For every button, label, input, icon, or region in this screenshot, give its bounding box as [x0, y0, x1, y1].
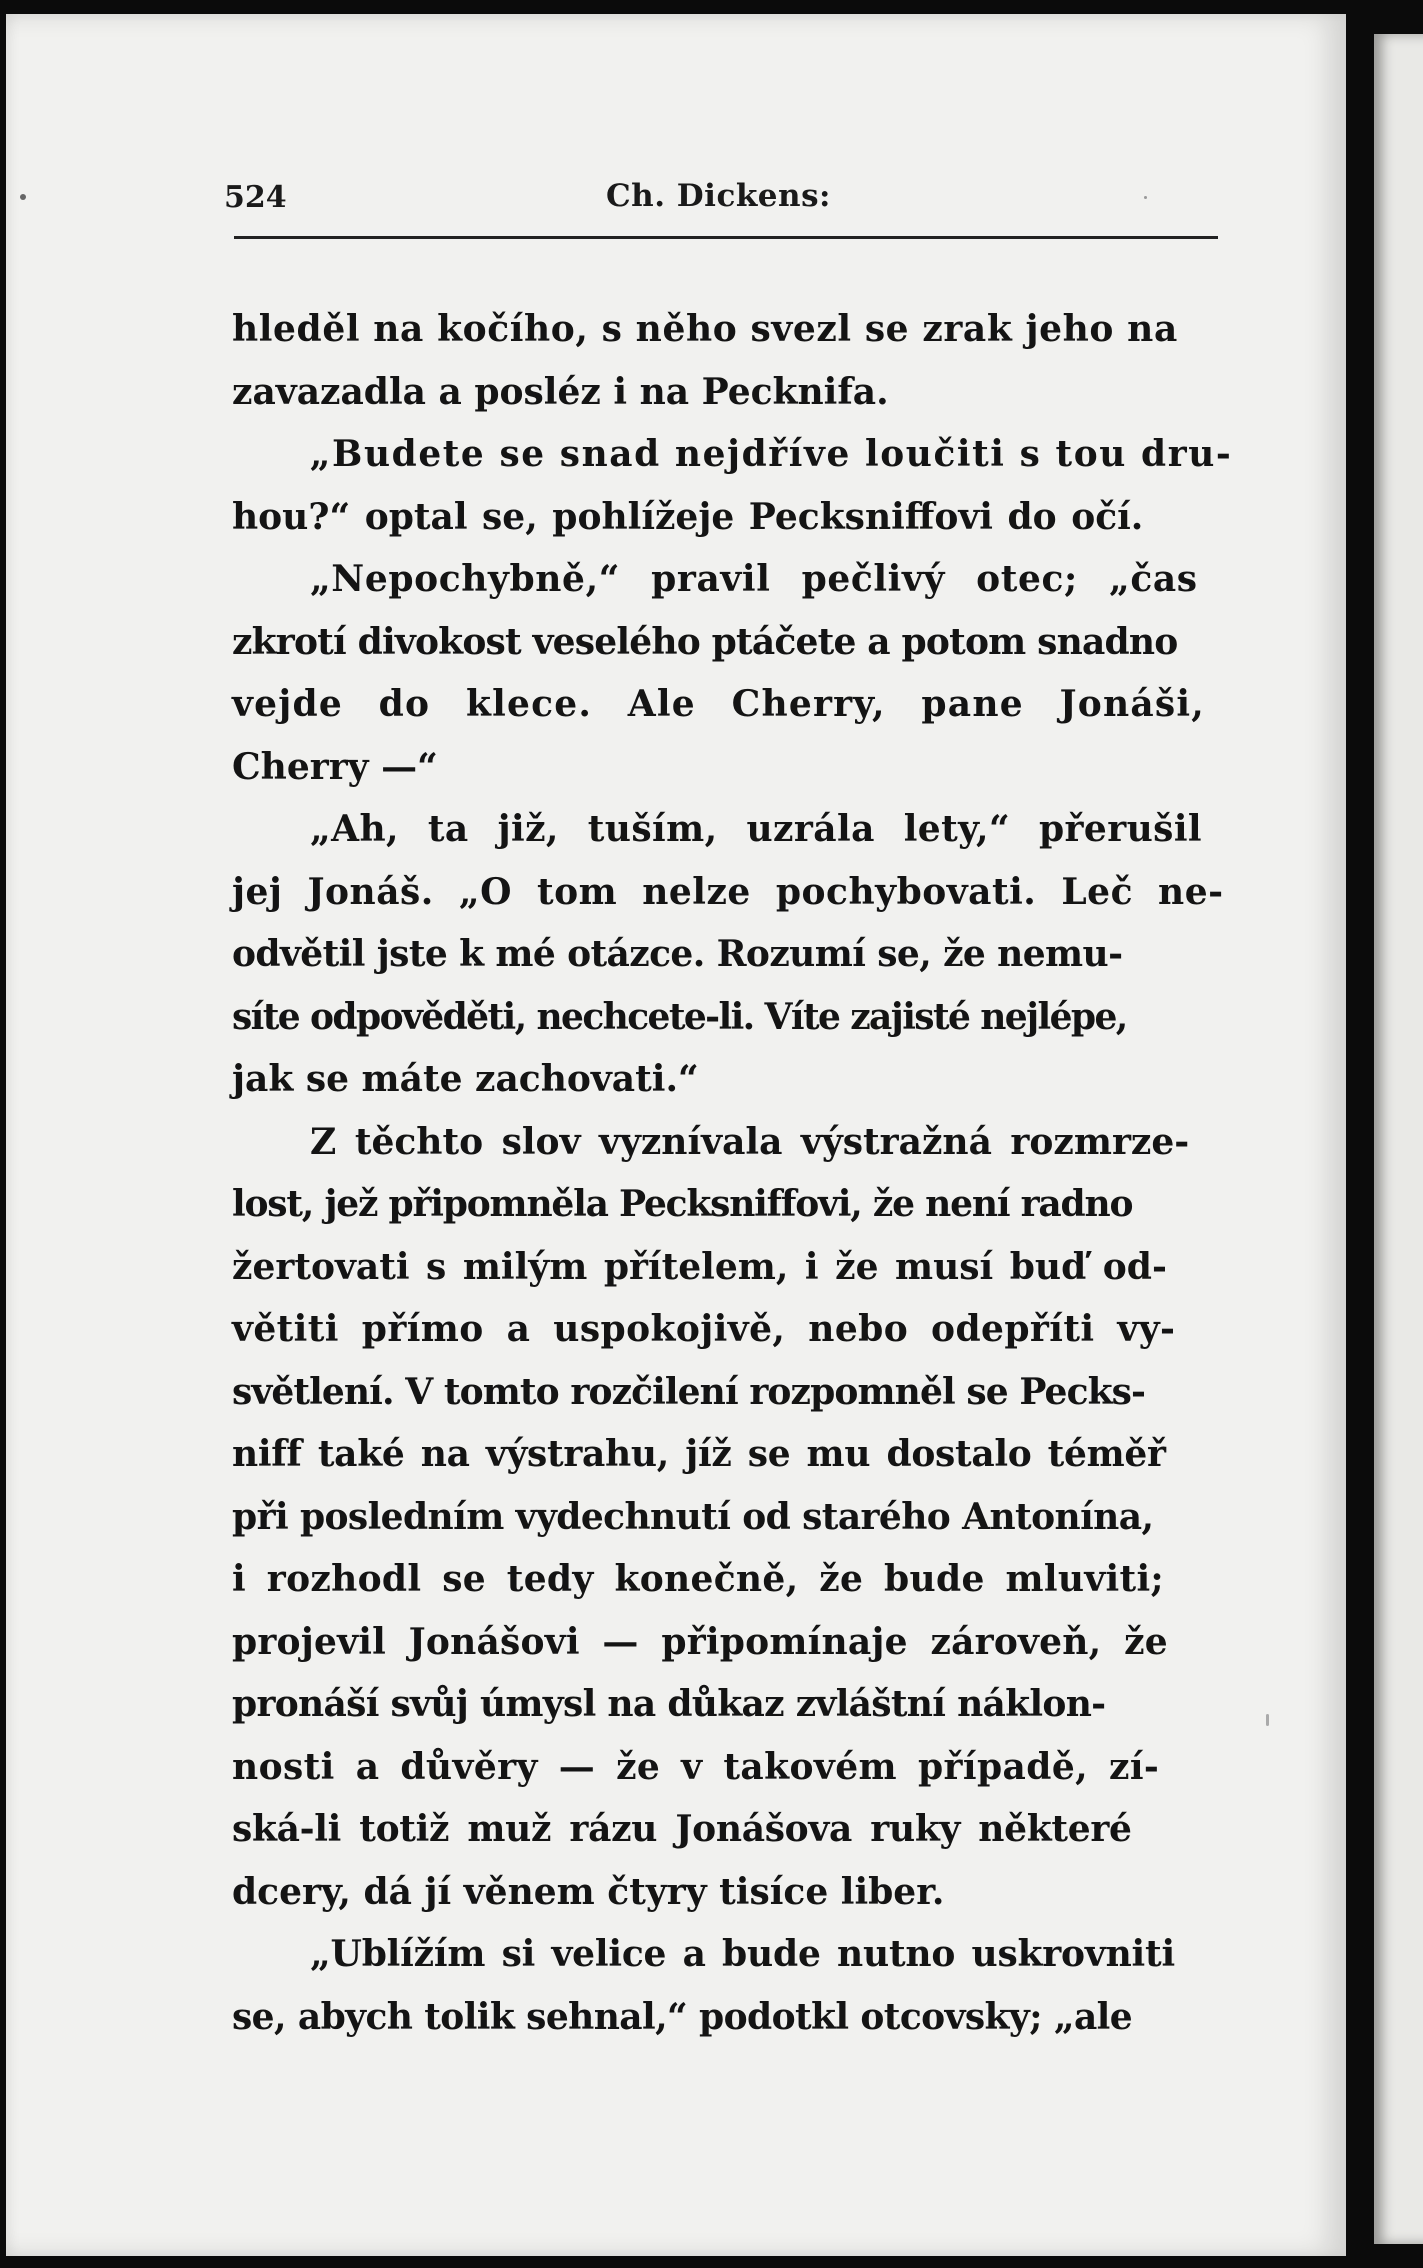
text-line: nosti a důvěry — že v takovém případě, zí- — [232, 1745, 1160, 1788]
text-line: projevil Jonášovi — připomínaje zároveň, že — [232, 1620, 1168, 1663]
text-line: pronáší svůj úmysl na důkaz zvláštní náklon- — [232, 1683, 1106, 1725]
page-number: 524 — [224, 180, 287, 215]
text-line: žertovati s milým přítelem, i že musí buď od- — [232, 1245, 1167, 1288]
text-line: zkrotí divokost veselého ptáčete a potom snadno — [232, 620, 1178, 663]
text-line: hou?“ optal se, pohlížeje Pecksniffovi do očí. — [232, 495, 1144, 538]
text-line: jej Jonáš. „O tom nelze pochybovati. Leč ne- — [232, 870, 1224, 913]
header-rule — [234, 236, 1218, 239]
text-line: při posledním vydechnutí od starého Antonína, — [232, 1495, 1154, 1538]
text-line: vejde do klece. Ale Cherry, pane Jonáši, — [232, 683, 1205, 725]
running-header — [224, 168, 1218, 228]
text-line: hleděl na kočího, s něho svezl se zrak jeho na — [232, 308, 1178, 350]
text-line: lost, jež připomněla Pecksniffovi, že není radno — [232, 1183, 1133, 1225]
text-line: „Ah, ta již, tuším, uzrála lety,“ přerušil — [310, 808, 1202, 850]
text-line: zavazadla a posléz i na Pecknifa. — [232, 370, 889, 413]
text-line: se, abych tolik sehnal,“ podotkl otcovsky; „ale — [232, 1995, 1133, 2038]
text-line: „Ublížím si velice a bude nutno uskrovniti — [310, 1933, 1175, 1975]
text-line: niff také na výstrahu, jíž se mu dostalo téměř — [232, 1433, 1166, 1475]
running-title: Ch. Dickens: — [606, 178, 831, 214]
speck — [20, 194, 26, 200]
text-line: odvětil jste k mé otázce. Rozumí se, že nemu- — [232, 933, 1123, 975]
text-line: síte odpověděti, nechcete-li. Víte zajisté nejlépe, — [232, 995, 1127, 1038]
text-line: světlení. V tomto rozčilení rozpomněl se Pecks- — [232, 1370, 1146, 1413]
text-line: jak se máte zachovati.“ — [232, 1058, 699, 1100]
text-line: Z těchto slov vyznívala výstražná rozmrze- — [310, 1120, 1190, 1163]
text-line: i rozhodl se tedy konečně, že bude mluviti; — [232, 1558, 1165, 1600]
text-line: „Budete se snad nejdříve loučiti s tou dru- — [309, 433, 1233, 475]
text-line: dcery, dá jí věnem čtyry tisíce liber. — [232, 1870, 945, 1913]
text-line: „Nepochybně,“ pravil pečlivý otec; „čas — [310, 558, 1198, 600]
text-line: ská-li totiž muž rázu Jonášova ruky některé — [232, 1808, 1132, 1850]
speck — [1266, 1714, 1269, 1726]
body-text — [232, 298, 1232, 2048]
adjacent-page-edge — [1374, 34, 1423, 2244]
text-line: větiti přímo a uspokojivě, nebo odepříti vy- — [232, 1308, 1176, 1350]
text-line: Cherry —“ — [232, 745, 438, 788]
